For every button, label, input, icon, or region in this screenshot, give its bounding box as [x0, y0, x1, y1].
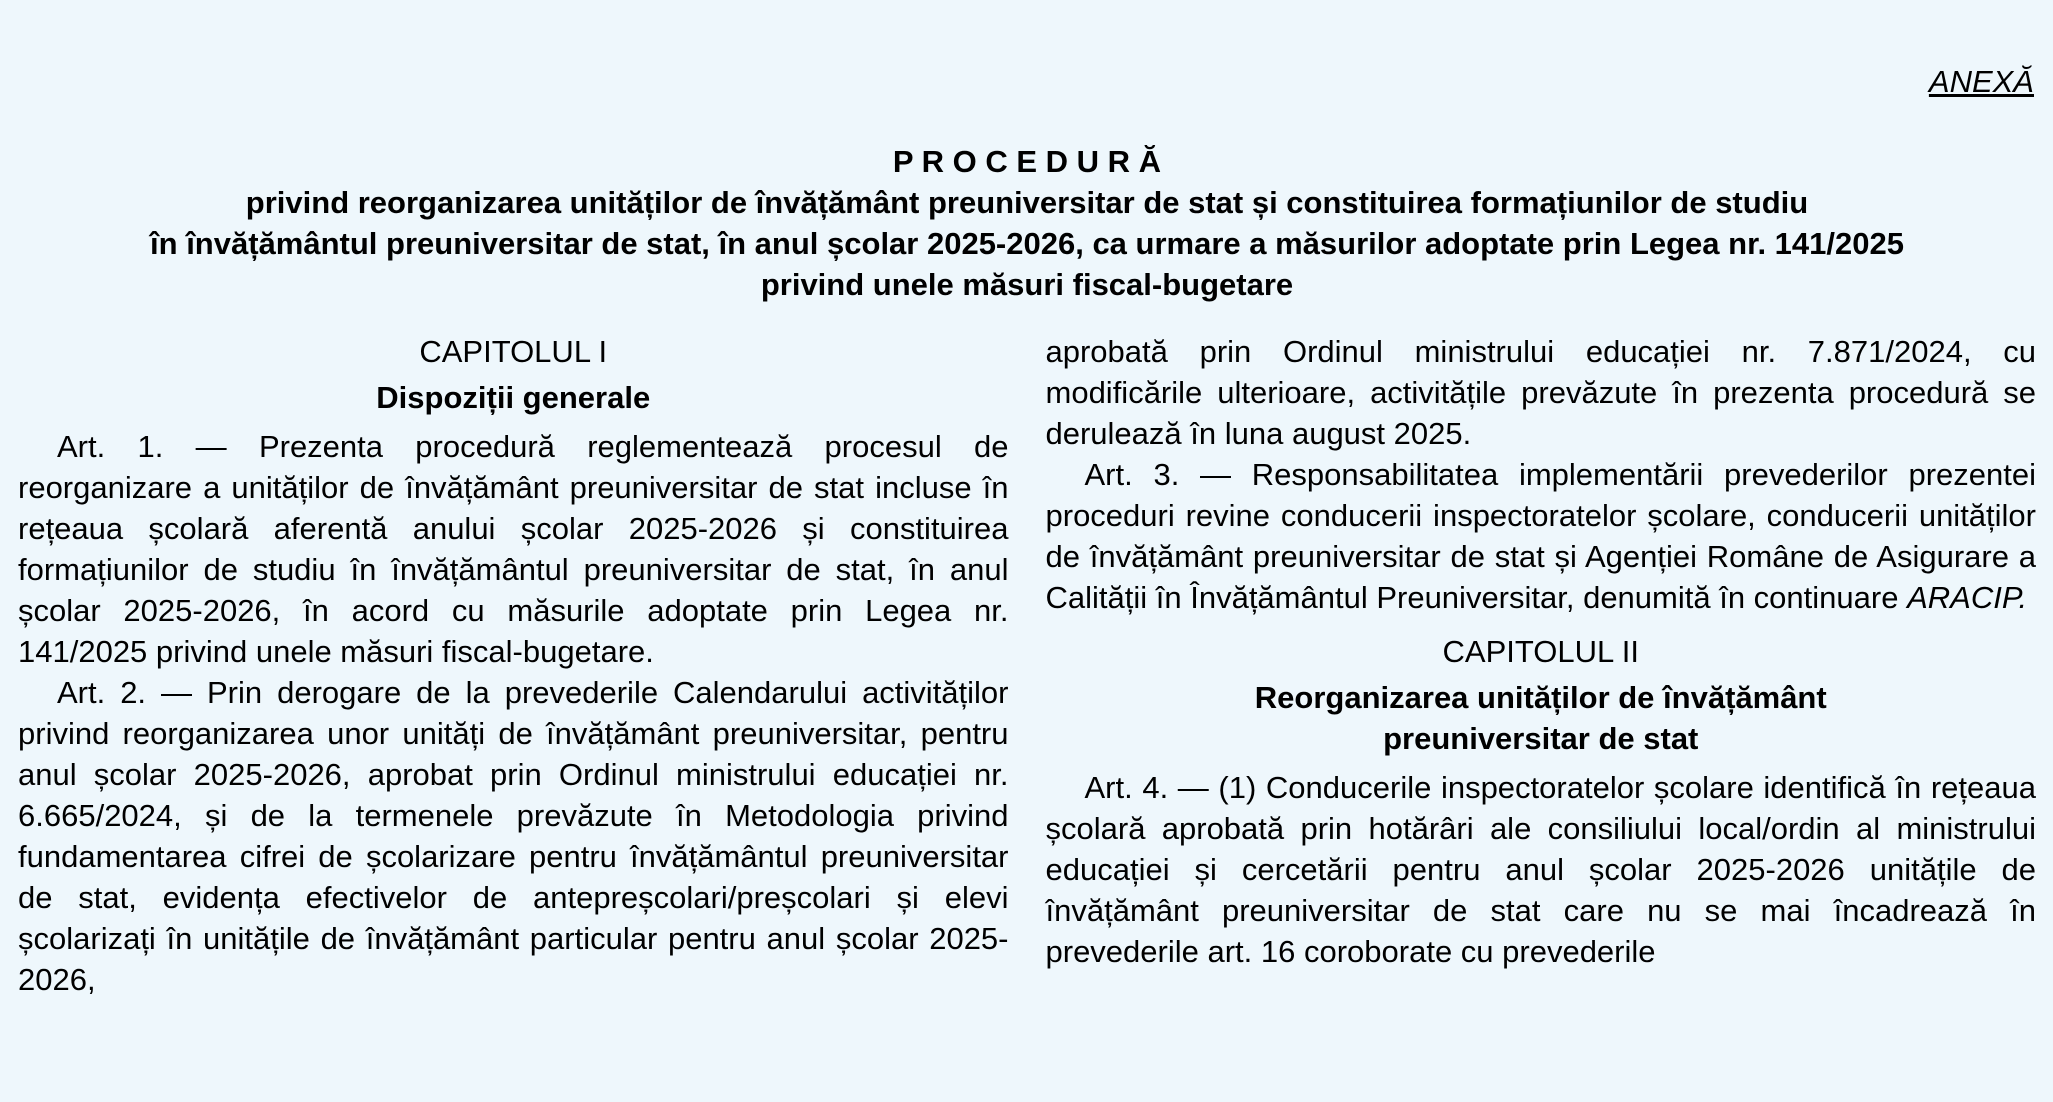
- title-block: [18, 141, 2036, 305]
- left-column: [18, 331, 1009, 1000]
- article-3-paragraph: [1046, 454, 2037, 618]
- chapter-2-title-line-1: Reorganizarea unităților de învățământ: [1254, 680, 1827, 715]
- article-1-paragraph: Art. 1. — Prezenta procedură reglementează procesul de reorganizare a unităților de învățământ preuniversitar de stat incluse în rețeaua școlară aferentă anului școlar 2025-2026 și constituirea formațiunilor de studiu în învățământul preuniversitar de stat, în anul școlar 2025-2026, în acord cu măsurile adoptate prin Legea nr. 141/2025 privind unele măsuri fiscal-bugetare.: [18, 429, 1009, 669]
- article-2-continuation-paragraph: aprobată prin Ordinul ministrului educației nr. 7.871/2024, cu modificările ulterioare, activitățile prevăzute în prezenta procedură se derulează în luna august 2025.: [1045, 334, 2036, 451]
- chapter-1-title: Dispoziții generale: [376, 380, 651, 415]
- two-column-layout: [18, 331, 2036, 1000]
- chapter-2-label: CAPITOLUL II: [1442, 634, 1639, 669]
- annex-label: ANEXĂ: [1928, 64, 2034, 99]
- chapter-1-label: CAPITOLUL I: [419, 334, 608, 369]
- chapter-2-title: [1046, 677, 2037, 759]
- article-3-text: Art. 3. — Responsabilitatea implementării prevederilor prezentei proceduri revine conducerii inspectoratelor școlare, conducerii unităților de învățământ preuniversitar de stat și Agenției Române de Asigurare a Calității în Învățământul Preuniversitar, denumită în continuare: [1045, 457, 2036, 615]
- document-subtitle-line-1: privind reorganizarea unităților de învățământ preuniversitar de stat și constituirea formațiunilor de studiu: [245, 185, 1809, 220]
- aracip-abbreviation: ARACIP.: [1907, 580, 2028, 615]
- document-subtitle-line-3: privind unele măsuri fiscal-bugetare: [760, 267, 1294, 302]
- document-subtitle-line-2: în învățământul preuniversitar de stat, în anul școlar 2025-2026, ca urmare a măsurilor adoptate prin Legea nr. 141/2025: [150, 226, 1904, 261]
- article-2-paragraph: Art. 2. — Prin derogare de la prevederile Calendarului activităților privind reorganizarea unor unități de învățământ preuniversitar, pentru anul școlar 2025-2026, aprobat prin Ordinul ministrului educației nr. 6.665/2024, și de la termenele prevăzute în Metodologia privind fundamentarea cifrei de școlarizare pentru învățământul preuniversitar de stat, evidența efectivelor de antepreșcolari/preșcolari și elevi școlarizați în unitățile de învățământ particular pentru anul școlar 2025-2026,: [18, 675, 1009, 997]
- chapter-2-title-line-2: preuniversitar de stat: [1383, 721, 1699, 756]
- right-column: [1046, 331, 2037, 1000]
- document-title: P R O C E D U R Ă: [892, 144, 1162, 179]
- article-4-paragraph: Art. 4. — (1) Conducerile inspectoratelor școlare identifică în rețeaua școlară aprobată prin hotărâri ale consiliului local/ordin al ministrului educației și cercetării pentru anul școlar 2025-2026 unitățile de învățământ preuniversitar de stat care nu se mai încadrează în prevederile art. 16 coroborate cu prevederile: [1045, 770, 2036, 969]
